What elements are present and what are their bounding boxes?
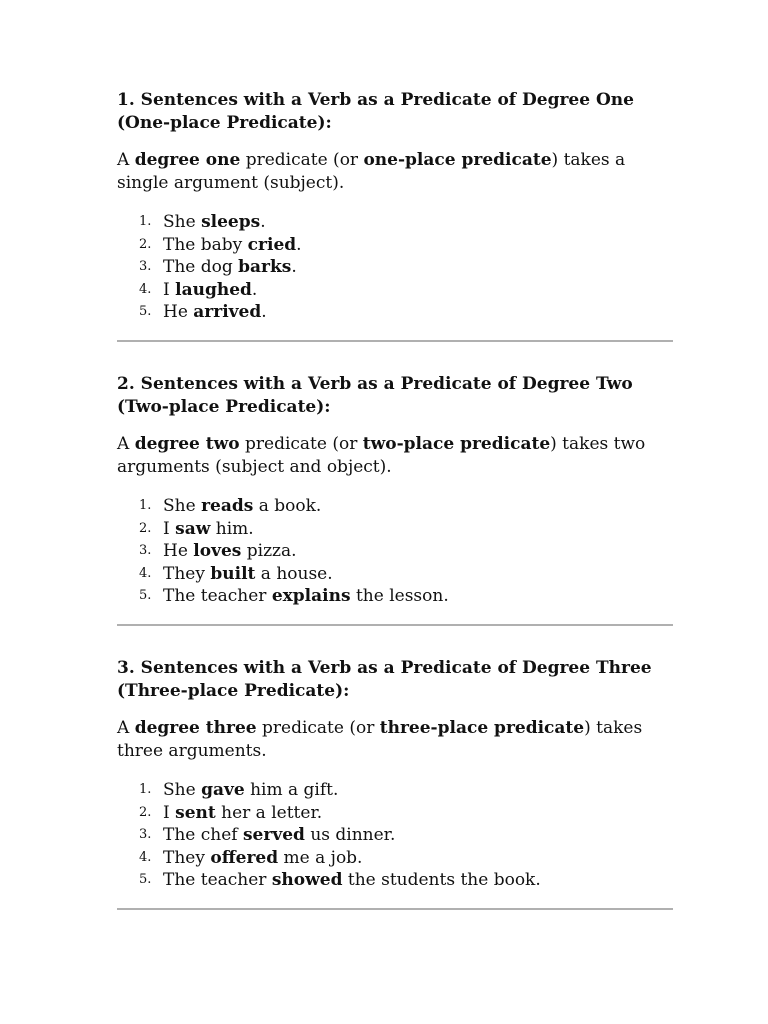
list-item-text: The baby cried.: [163, 234, 302, 255]
list-item-text: The teacher showed the students the book.: [163, 870, 541, 890]
list-item: [117, 495, 673, 518]
list-item-number: 2.: [139, 236, 152, 252]
list-item-number: 4.: [139, 281, 152, 297]
list-item-number: 3.: [139, 827, 152, 842]
list-item-number: 2.: [139, 804, 152, 820]
list-item-text: She sleeps.: [163, 212, 266, 232]
section-heading: 1. Sentences with a Verb as a Predicate of Degree One (One-place Predicate):: [117, 90, 634, 133]
list-item-number: 1.: [139, 782, 152, 797]
list-item-number: 3.: [139, 259, 152, 274]
section-heading: 3. Sentences with a Verb as a Predicate of Degree Three (Three-place Predicate):: [117, 658, 652, 701]
list-item: [117, 847, 673, 870]
section-description: [117, 149, 673, 195]
section-description: [117, 717, 673, 763]
list-item-text: The dog barks.: [163, 257, 297, 277]
desc-text: A: [117, 434, 135, 454]
list-item-text: They offered me a job.: [163, 847, 363, 868]
list-item: [117, 301, 673, 324]
desc-bold-term: degree one: [134, 150, 241, 170]
list-item-text: The chef served us dinner.: [163, 825, 396, 845]
section-degree-one: [117, 89, 673, 322]
list-item-number: 2.: [139, 520, 152, 536]
list-item: [117, 824, 673, 847]
verb-bold: loves: [193, 541, 242, 561]
example-list: [117, 779, 673, 892]
desc-text: ) takes three arguments.: [117, 718, 643, 761]
desc-bold-term: two-place predicate: [362, 434, 551, 454]
desc-bold-term: degree two: [134, 434, 240, 454]
verb-bold: saw: [175, 518, 211, 539]
verb-bold: served: [242, 825, 305, 845]
list-item-text: I saw him.: [163, 518, 254, 539]
list-item: [117, 563, 673, 586]
list-item-text: I sent her a letter.: [163, 802, 323, 823]
desc-text: ) takes two arguments (subject and object).: [117, 434, 646, 477]
list-item-number: 5.: [139, 588, 152, 603]
verb-bold: arrived: [193, 302, 262, 322]
section-divider: [117, 340, 673, 342]
list-item-number: 4.: [139, 849, 152, 865]
desc-text: ) takes a single argument (subject).: [117, 150, 626, 193]
list-item: [117, 779, 673, 802]
desc-text: predicate (or: [256, 718, 380, 738]
list-item: [117, 256, 673, 279]
list-item: [117, 540, 673, 563]
section-divider: [117, 908, 673, 910]
verb-bold: explains: [271, 586, 351, 606]
verb-bold: barks: [238, 257, 292, 277]
list-item: [117, 234, 673, 257]
list-item: [117, 279, 673, 302]
section-heading: 2. Sentences with a Verb as a Predicate of Degree Two (Two-place Predicate):: [117, 374, 633, 417]
desc-text: predicate (or: [240, 150, 364, 170]
section-degree-three: [117, 657, 673, 890]
list-item-number: 4.: [139, 565, 152, 581]
example-list: [117, 211, 673, 324]
verb-bold: sleeps: [201, 212, 261, 232]
list-item: [117, 211, 673, 234]
list-item-text: He loves pizza.: [163, 541, 297, 561]
verb-bold: reads: [201, 496, 254, 516]
verb-bold: laughed: [175, 279, 252, 300]
list-item-number: 5.: [139, 872, 152, 887]
section-description: [117, 433, 673, 479]
list-item-text: He arrived.: [163, 302, 267, 322]
verb-bold: cried: [247, 234, 297, 255]
section-degree-two: [117, 373, 673, 606]
desc-bold-term: three-place predicate: [379, 718, 585, 738]
list-item: [117, 869, 673, 892]
list-item-text: She reads a book.: [163, 496, 322, 516]
list-item: [117, 585, 673, 608]
list-item-number: 3.: [139, 543, 152, 558]
desc-text: A: [117, 150, 135, 170]
list-item: [117, 518, 673, 541]
list-item-number: 1.: [139, 498, 152, 513]
list-item-number: 1.: [139, 214, 152, 229]
section-divider: [117, 624, 673, 626]
list-item-text: She gave him a gift.: [163, 780, 339, 800]
list-item-text: They built a house.: [163, 563, 333, 584]
desc-text: predicate (or: [239, 434, 363, 454]
verb-bold: gave: [201, 780, 245, 800]
desc-text: A: [117, 718, 135, 738]
desc-bold-term: degree three: [134, 718, 257, 738]
verb-bold: showed: [271, 870, 343, 890]
list-item-text: The teacher explains the lesson.: [163, 586, 449, 606]
verb-bold: built: [210, 563, 256, 584]
example-list: [117, 495, 673, 608]
list-item-number: 5.: [139, 304, 152, 319]
verb-bold: sent: [175, 802, 216, 823]
list-item-text: I laughed.: [163, 279, 258, 300]
list-item: [117, 802, 673, 825]
desc-bold-term: one-place predicate: [363, 150, 552, 170]
verb-bold: offered: [210, 847, 279, 868]
